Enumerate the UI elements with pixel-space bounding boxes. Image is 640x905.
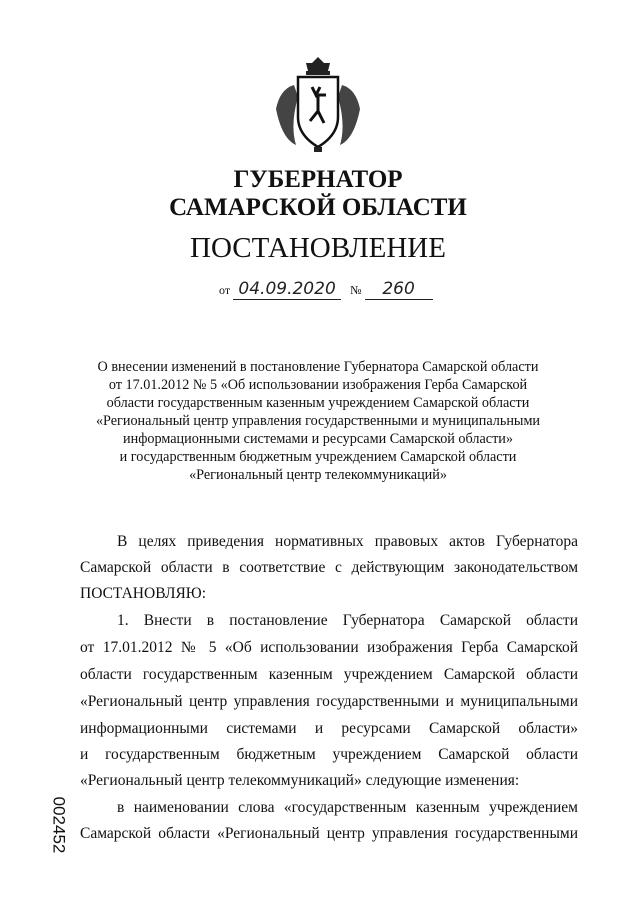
document-type: ПОСТАНОВЛЕНИЕ [190, 232, 446, 264]
body-line: области государственным казенным учреждением Самарской области [80, 666, 578, 683]
number-prefix: № [350, 283, 362, 297]
title-line: и государственным бюджетным учреждением Самарской области [119, 449, 517, 465]
body-line: ПОСТАНОВЛЯЮ: [80, 585, 207, 602]
body-line: в наименовании слова «государственным казенным учреждением [117, 799, 578, 816]
date-number-line [219, 279, 433, 300]
title-line: информационными системами и ресурсами Самарской области» [123, 431, 513, 447]
authority-line-2: САМАРСКОЙ ОБЛАСТИ [169, 194, 467, 221]
title-line: «Региональный центр телекоммуникаций» [189, 467, 447, 483]
title-line: «Региональный центр управления государственными и муниципальными [95, 413, 541, 429]
date-value: 04.09.2020 [233, 279, 341, 300]
coat-of-arms-emblem [272, 55, 364, 153]
number-value: 260 [365, 279, 433, 300]
side-stamp-number: 002452 [49, 796, 69, 854]
body-line: от 17.01.2012 № 5 «Об использовании изображения Герба Самарской [80, 639, 578, 656]
title-line: О внесении изменений в постановление Губернатора Самарской области [97, 359, 539, 375]
body-line: Самарской области в соответствие с действующим законодательством [80, 559, 578, 576]
authority-line-1: ГУБЕРНАТОР [233, 166, 403, 193]
title-line: области государственным казенным учреждением Самарской области [106, 395, 530, 411]
body-line: информационными системами и ресурсами Самарской области» [80, 720, 578, 737]
body-line: 1. Внести в постановление Губернатора Самарской области [117, 612, 578, 629]
body-line: В целях приведения нормативных правовых актов Губернатора [117, 533, 578, 550]
body-line: «Региональный центр телекоммуникаций» следующие изменения: [80, 772, 520, 789]
title-line: от 17.01.2012 № 5 «Об использовании изображения Герба Самарской [108, 377, 528, 393]
body-line: «Региональный центр управления государственными и муниципальными [80, 693, 578, 710]
date-prefix: от [219, 283, 231, 297]
body-line: и государственным бюджетным учреждением Самарской области [80, 746, 578, 763]
body-line: Самарской области «Региональный центр управления государственными [80, 825, 578, 842]
